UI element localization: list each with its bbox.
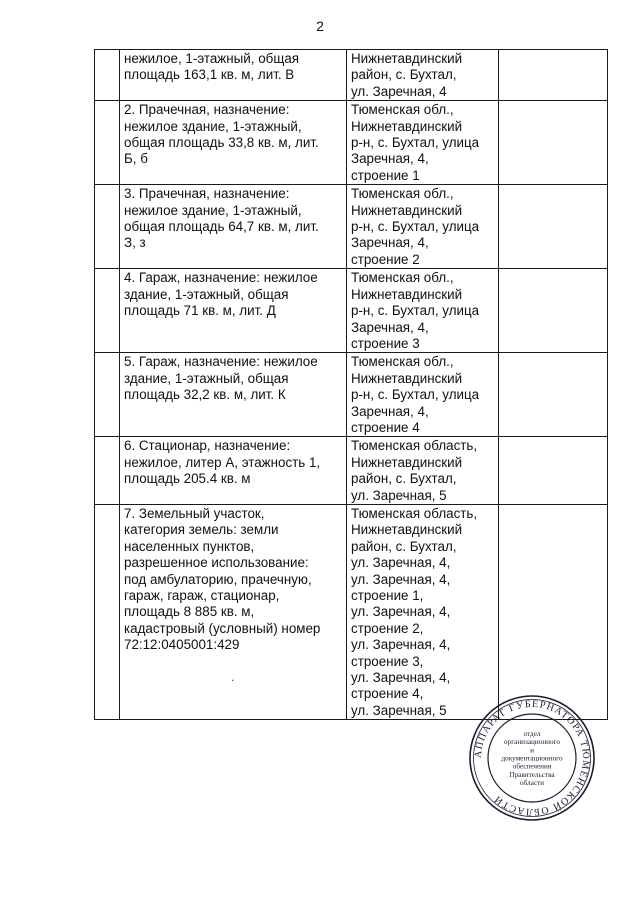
object-name-line: площадь 8 885 кв. м, <box>124 604 255 620</box>
object-name-cell <box>120 101 347 185</box>
row-number-cell <box>95 353 120 437</box>
address-line: Тюменская область, <box>351 438 478 454</box>
property-table <box>94 49 608 720</box>
address-line: ул. Заречная, 4 <box>351 83 447 99</box>
object-name-line: 3. Прачечная, назначение: <box>124 186 290 202</box>
object-name-line: общая площадь 33,8 кв. м, лит. <box>124 135 319 151</box>
empty-cell <box>499 269 608 353</box>
stray-mark: . <box>231 670 235 684</box>
address-line: район, с. Бухтал, <box>351 67 457 83</box>
object-name-line: нежилое, литер А, этажность 1, <box>124 454 321 470</box>
official-seal <box>468 694 596 822</box>
object-name-line: Б, б <box>124 151 148 167</box>
address-line: район, с. Бухтал, <box>351 538 457 554</box>
row-number-cell <box>95 185 120 269</box>
object-name-line: гараж, гараж, стационар, <box>124 588 280 603</box>
empty-cell <box>499 101 608 185</box>
object-name-line: 7. Земельный участок, <box>124 505 265 521</box>
seal-center-line: обеспечения <box>512 762 552 771</box>
address-line: Тюменская обл., <box>351 270 454 286</box>
object-name-line: нежилое здание, 1-этажный, <box>124 118 302 134</box>
object-name-line: 6. Стационар, назначение: <box>124 438 291 454</box>
object-name-line: З, з <box>124 235 146 251</box>
object-name-line: населенных пунктов, <box>124 538 255 554</box>
object-name-line: площадь 32,2 кв. м, лит. К <box>124 387 286 403</box>
object-name-cell <box>120 269 347 353</box>
address-line: Заречная, 4, <box>351 319 429 335</box>
address-line: ул. Заречная, 4, <box>351 571 451 587</box>
address-line: р-н, с. Бухтал, улица <box>351 387 480 403</box>
address-cell <box>347 353 499 437</box>
table-row <box>95 437 608 505</box>
address-line: строение 3, <box>351 653 424 669</box>
address-cell <box>347 185 499 269</box>
address-line: Тюменская обл., <box>351 102 454 118</box>
empty-cell <box>499 185 608 269</box>
address-line: ул. Заречная, 5 <box>351 487 447 503</box>
object-name-line: площадь 205.4 кв. м <box>124 471 251 487</box>
table-row <box>95 101 608 185</box>
address-line: ул. Заречная, 5 <box>351 702 447 718</box>
empty-cell <box>499 504 608 719</box>
address-line: район, с. Бухтал, <box>351 471 457 487</box>
seal-center-text <box>501 730 562 787</box>
object-name-line: нежилое, 1-этажный, общая <box>124 51 300 66</box>
empty-cell <box>499 437 608 505</box>
object-name-cell <box>120 437 347 505</box>
address-line: Заречная, 4, <box>351 403 429 419</box>
object-name-cell <box>120 185 347 269</box>
table-row <box>95 353 608 437</box>
object-name-line: площадь 163,1 кв. м, лит. В <box>124 67 295 83</box>
row-number-cell <box>95 269 120 353</box>
address-line: Тюменская обл., <box>351 186 454 202</box>
empty-cell <box>499 50 608 101</box>
address-line: р-н, с. Бухтал, улица <box>351 303 480 319</box>
seal-ring-text: АППАРАТ ГУБЕРНАТОРА ТЮМЕНСКОЙ ОБЛАСТИ <box>472 698 592 818</box>
table-row <box>95 50 608 101</box>
address-line: Тюменская обл., <box>351 354 454 370</box>
object-name-line: общая площадь 64,7 кв. м, лит. <box>124 219 319 235</box>
object-name-line: 72:12:0405001:429 <box>124 637 240 653</box>
address-line: Заречная, 4, <box>351 235 429 251</box>
row-number-cell <box>95 101 120 185</box>
address-line: ул. Заречная, 4, <box>351 604 451 620</box>
object-name-line: под амбулаторию, прачечную, <box>124 571 312 587</box>
page-number: 2 <box>316 18 324 34</box>
address-line: Нижнетавдинский <box>351 522 463 538</box>
address-line: ул. Заречная, 4, <box>351 637 451 653</box>
address-line: Нижнетавдинский <box>351 202 463 218</box>
object-name-line: 2. Прачечная, назначение: <box>124 102 290 118</box>
seal-center-line: и <box>530 746 534 755</box>
address-line: Нижнетавдинский <box>351 286 463 302</box>
address-line: строение 2, <box>351 620 424 636</box>
address-line: строение 2 <box>351 251 420 267</box>
address-line: ул. Заречная, 4, <box>351 555 451 571</box>
object-name-cell <box>120 504 347 719</box>
object-name-line: 4. Гараж, назначение: нежилое <box>124 270 318 286</box>
empty-cell <box>499 353 608 437</box>
address-line: р-н, с. Бухтал, улица <box>351 219 480 235</box>
row-number-cell <box>95 504 120 719</box>
seal-center-line: документационного <box>501 754 563 763</box>
object-name-line: нежилое здание, 1-этажный, <box>124 202 302 218</box>
seal-center-line: Правительства <box>509 770 555 779</box>
object-name-line: кадастровый (условный) номер <box>124 620 321 636</box>
object-name-line: категория земель: земли <box>124 522 279 538</box>
table-row <box>95 504 608 719</box>
address-cell <box>347 437 499 505</box>
address-line: строение 1, <box>351 588 424 603</box>
seal-center-line: области <box>519 779 545 788</box>
address-line: Заречная, 4, <box>351 151 429 167</box>
object-name-cell <box>120 353 347 437</box>
row-number-cell <box>95 437 120 505</box>
address-line: Нижнетавдинский <box>351 118 463 134</box>
address-line: строение 1 <box>351 167 420 183</box>
object-name-line: площадь 71 кв. м, лит. Д <box>124 303 276 319</box>
address-line: строение 3 <box>351 335 420 351</box>
address-cell <box>347 504 499 719</box>
address-line: Нижнетавдинский <box>351 370 463 386</box>
object-name-cell <box>120 50 347 101</box>
address-line: р-н, с. Бухтал, улица <box>351 135 480 151</box>
address-cell <box>347 101 499 185</box>
object-name-line: здание, 1-этажный, общая <box>124 286 289 302</box>
address-line: ул. Заречная, 4, <box>351 670 451 686</box>
table-row <box>95 185 608 269</box>
row-number-cell <box>95 50 120 101</box>
object-name-line: разрешенное использование: <box>124 555 309 571</box>
seal-center-line: отдел <box>523 729 541 738</box>
address-line: Тюменская область, <box>351 505 478 521</box>
table-row <box>95 269 608 353</box>
object-name-line: здание, 1-этажный, общая <box>124 370 289 386</box>
object-name-line: 5. Гараж, назначение: нежилое <box>124 354 318 370</box>
address-cell <box>347 50 499 101</box>
address-cell <box>347 269 499 353</box>
address-line: Нижнетавдинский <box>351 51 463 66</box>
address-line: Нижнетавдинский <box>351 454 463 470</box>
address-line: строение 4, <box>351 686 424 702</box>
address-line: строение 4 <box>351 419 420 435</box>
property-table-body <box>95 50 608 720</box>
seal-center-line: организационного <box>504 738 560 747</box>
